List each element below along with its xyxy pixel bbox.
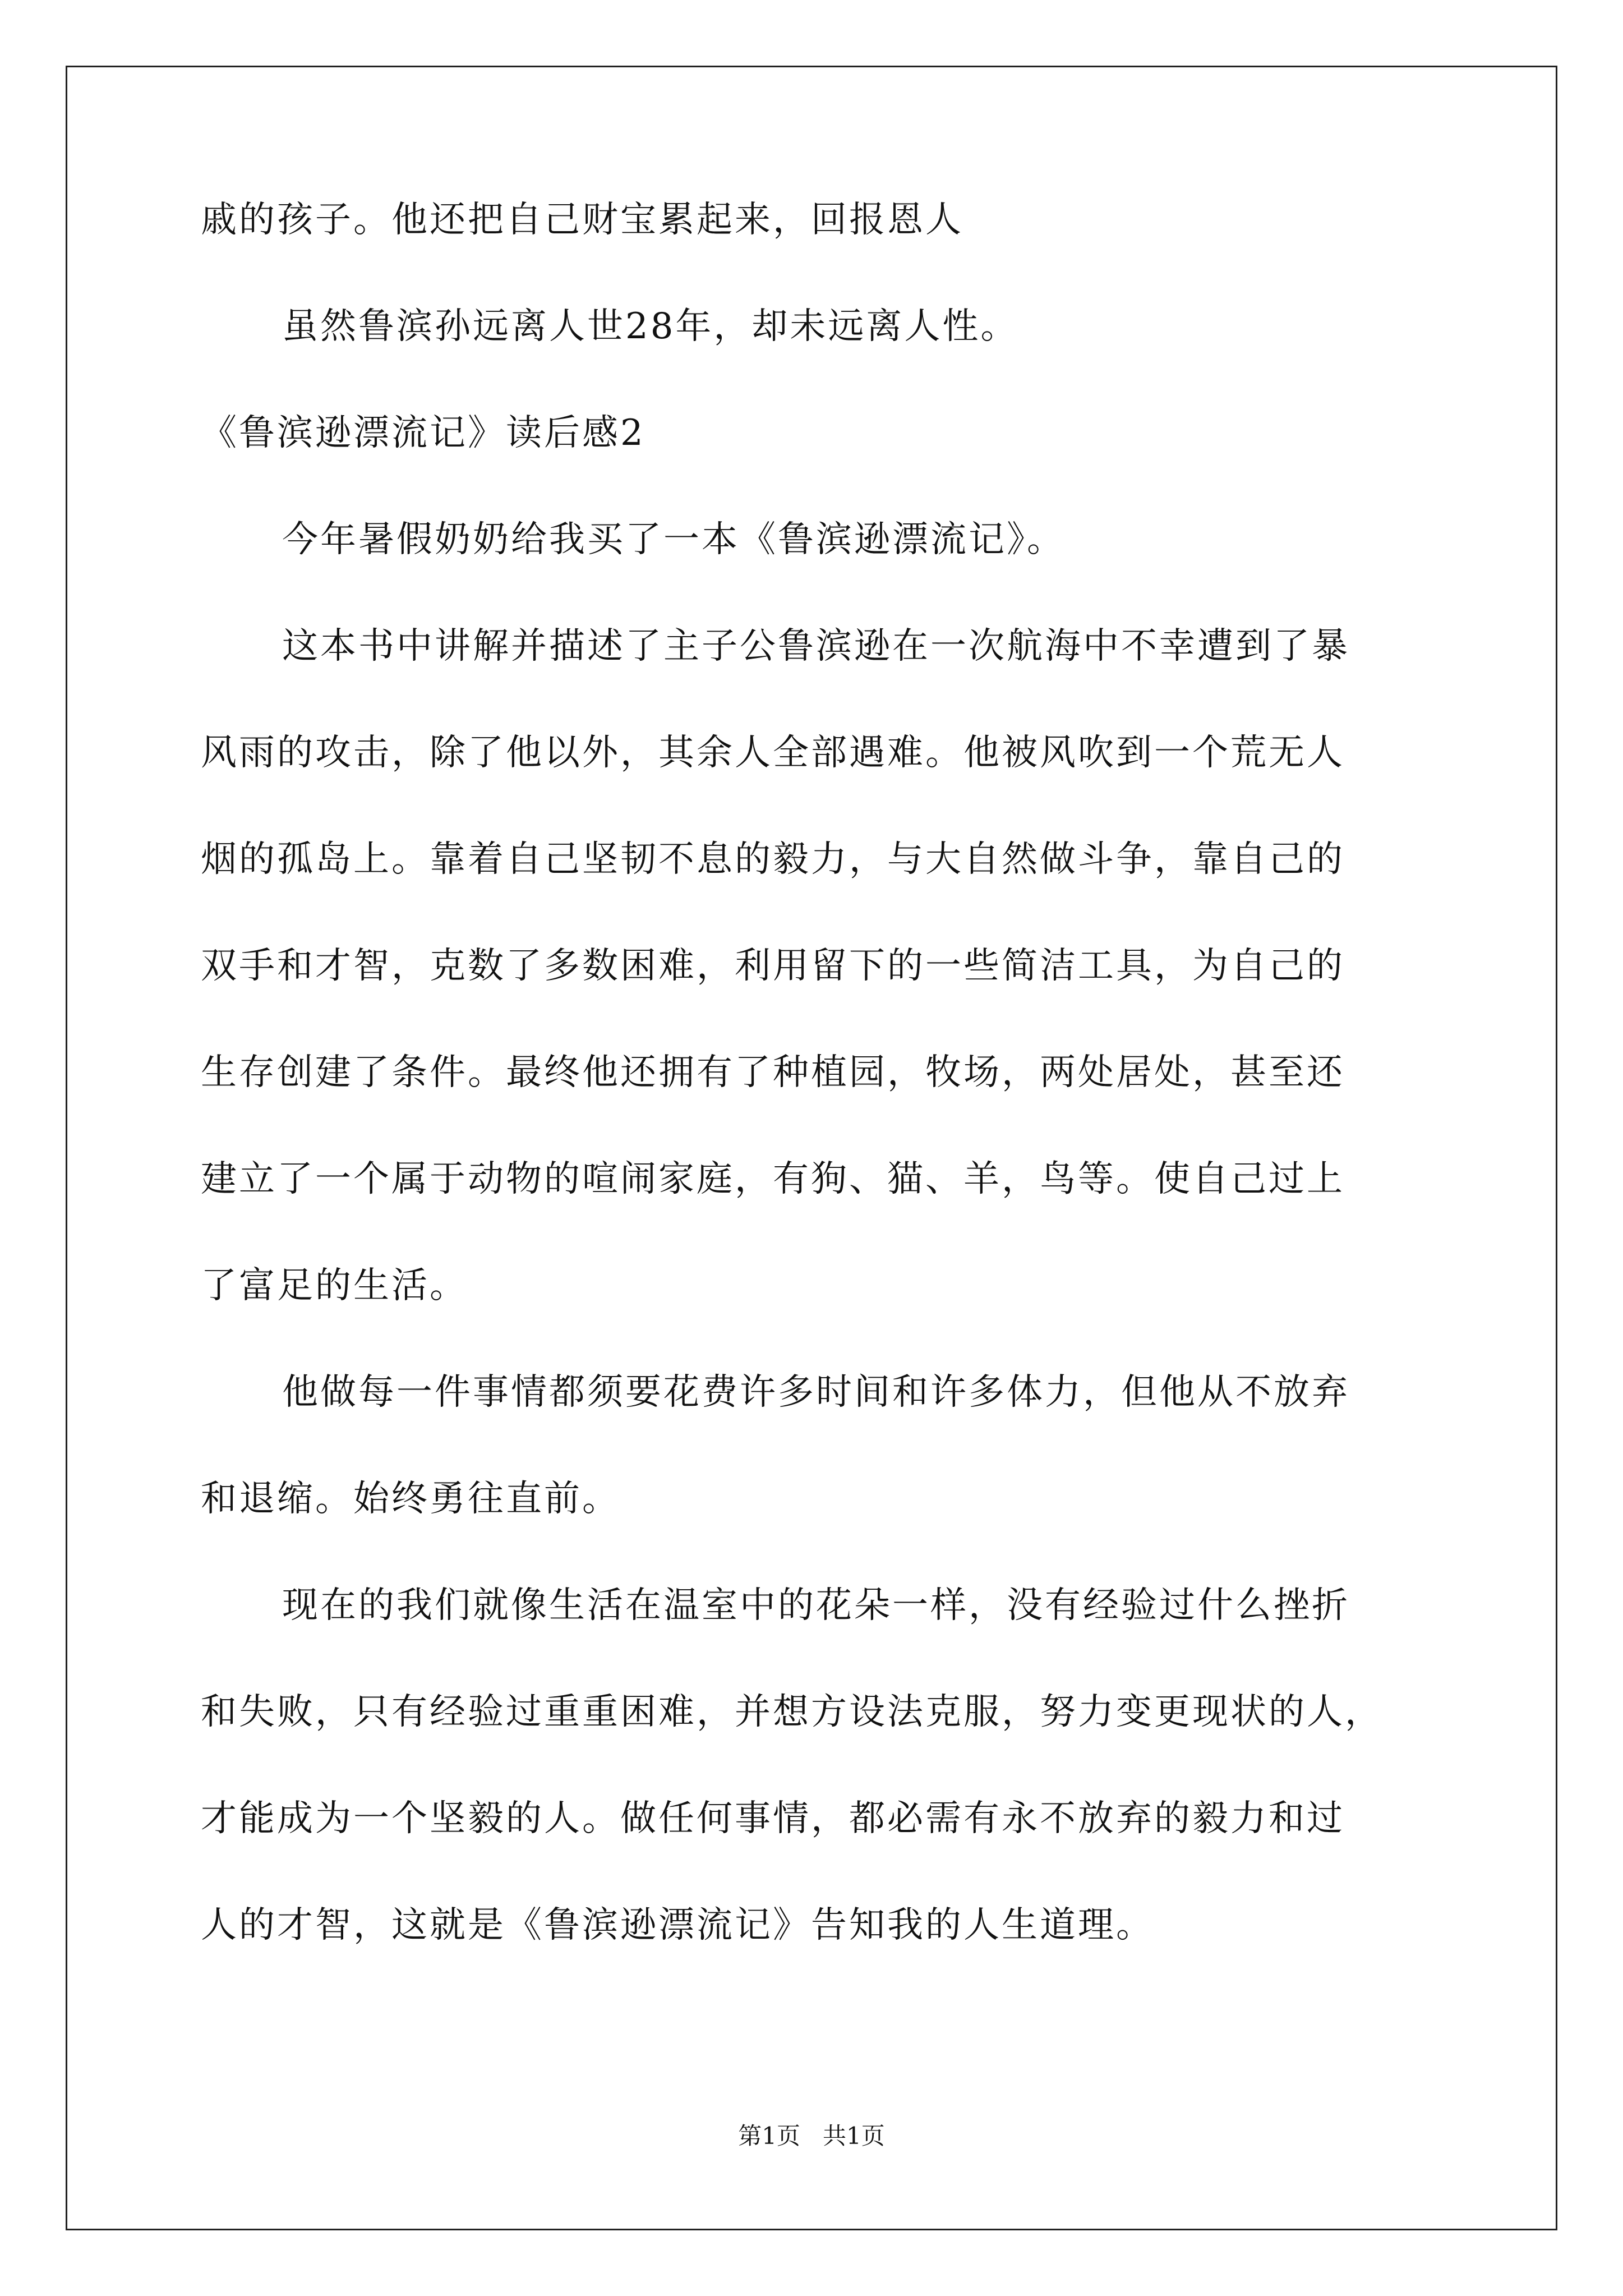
text-line: 戚的孩子。他还把自己财宝累起来，回报恩人 (201, 199, 963, 241)
section-heading: 《鲁滨逊漂流记》读后感2 (201, 412, 645, 454)
text-line: 这本书中讲解并描述了主子公鲁滨逊在一次航海中不幸遭到了暴 (282, 625, 1350, 667)
text-line: 现在的我们就像生活在温室中的花朵一样，没有经验过什么挫折 (282, 1585, 1350, 1626)
text-line: 和退缩。始终勇往直前。 (201, 1478, 620, 1520)
text-line: 双手和才智，克数了多数困难，利用留下的一些简洁工具，为自己的 (201, 945, 1345, 987)
text-line: 他做每一件事情都须要花费许多时间和许多体力，但他从不放弃 (282, 1372, 1350, 1413)
text-line: 今年暑假奶奶给我买了一本《鲁滨逊漂流记》。 (282, 519, 1065, 560)
text-line: 风雨的攻击，除了他以外，其余人全部遇难。他被风吹到一个荒无人 (201, 732, 1345, 774)
page-footer: 第1页 共1页 (738, 2122, 885, 2150)
text-line: 虽然鲁滨孙远离人世28年，却未远离人性。 (282, 306, 1019, 347)
text-line: 人的才智，这就是《鲁滨逊漂流记》告知我的人生道理。 (201, 1904, 1154, 1946)
text-line: 才能成为一个坚毅的人。做任何事情，都必需有永不放弃的毅力和过 (201, 1798, 1345, 1839)
text-line: 建立了一个属于动物的喧闹家庭，有狗、猫、羊，鸟等。使自己过上 (201, 1158, 1345, 1200)
text-line: 和失败，只有经验过重重困难，并想方设法克服，努力变更现状的人， (201, 1691, 1383, 1733)
text-line: 生存创建了条件。最终他还拥有了种植园，牧场，两处居处，甚至还 (201, 1052, 1345, 1093)
text-line: 了富足的生活。 (201, 1265, 468, 1306)
text-line: 烟的孤岛上。靠着自己坚韧不息的毅力，与大自然做斗争，靠自己的 (201, 839, 1345, 880)
